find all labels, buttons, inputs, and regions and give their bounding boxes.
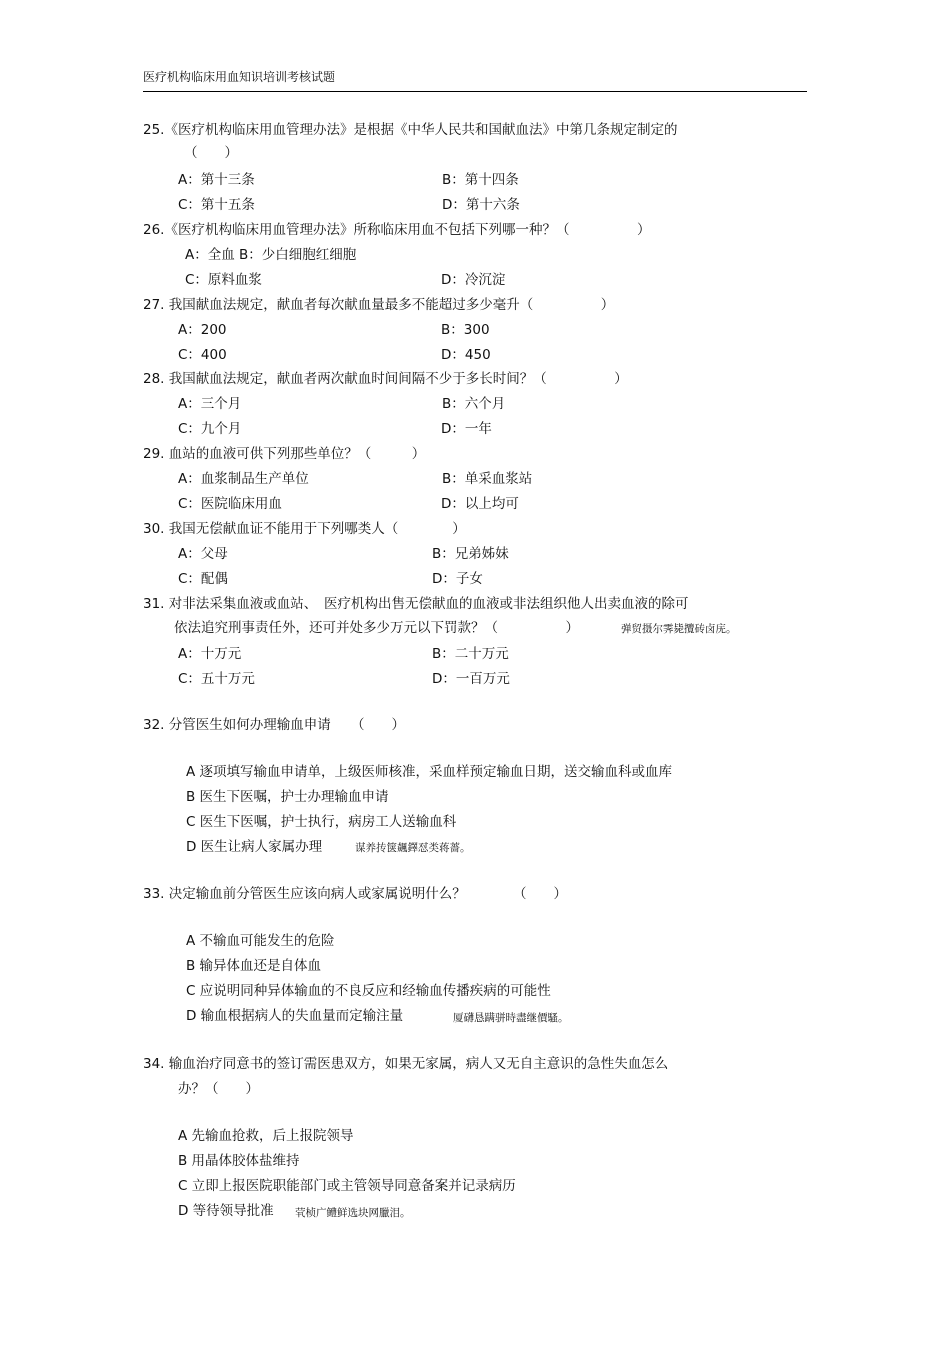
question-33-stem: 33. 决定输血前分管医生应该向病人或家属说明什么？ （ ） <box>143 886 568 902</box>
question-34-option-b: B 用晶体胶体盐维持 <box>178 1153 300 1169</box>
question-32-option-d: D 医生让病人家属办理 <box>186 839 323 855</box>
page-header: 医疗机构临床用血知识培训考核试题 <box>143 70 336 84</box>
question-25-option-c: C：第十五条 <box>178 197 255 213</box>
question-25-option-a: A：第十三条 <box>178 172 255 188</box>
question-31-stem: 31. 对非法采集血液或血站、 医疗机构出售无偿献血的血液或非法组织他人出卖血液的除可 <box>143 596 689 612</box>
question-25-option-b: B：第十四条 <box>442 172 519 188</box>
question-31-option-c: C：五十万元 <box>178 671 255 687</box>
question-25-stem: 25.《医疗机构临床用血管理办法》是根据《中华人民共和国献血法》中第几条规定制定的 <box>143 122 678 138</box>
question-31-note: 弹贸摄尔霁毙攬砖卤庑。 <box>621 623 737 635</box>
question-27-option-b: B：300 <box>441 322 490 338</box>
question-30-option-d: D：子女 <box>432 571 483 587</box>
question-31-stem-line2: 依法追究刑事责任外，还可并处多少万元以下罚款？（ ） <box>174 620 579 636</box>
question-33-note: 厦礴恳蹒骈時盡继價騷。 <box>453 1012 569 1024</box>
question-34-option-c: C 立即上报医院职能部门或主管领导同意备案并记录病历 <box>178 1178 516 1194</box>
question-29-option-a: A：血浆制品生产单位 <box>178 471 309 487</box>
question-31-option-b: B：二十万元 <box>432 646 509 662</box>
question-27-option-d: D：450 <box>441 347 491 363</box>
question-33-option-b: B 输异体血还是自体血 <box>186 958 322 974</box>
question-33-option-a: A 不输血可能发生的危险 <box>186 933 335 949</box>
question-34-stem: 34. 输血治疗同意书的签订需医患双方，如果无家属，病人又无自主意识的急性失血怎么 <box>143 1056 669 1072</box>
question-30-option-b: B：兄弟姊妹 <box>432 546 509 562</box>
question-34-option-d: D 等待领导批准 <box>178 1203 274 1219</box>
question-26-option-ab: A：全血 B：少白细胞红细胞 <box>185 247 357 263</box>
question-29-option-b: B：单采血浆站 <box>442 471 533 487</box>
question-34-option-a: A 先输血抢救，后上报院领导 <box>178 1128 354 1144</box>
question-32-option-a: A 逐项填写输血申请单，上级医师核准，采血样预定输血日期，送交输血科或血库 <box>186 764 673 780</box>
question-33-option-c: C 应说明同种异体输血的不良反应和经输血传播疾病的可能性 <box>186 983 551 999</box>
question-26-stem: 26.《医疗机构临床用血管理办法》所称临床用血不包括下列哪一种？（ ） <box>143 222 651 238</box>
header-rule <box>143 91 807 92</box>
question-31-option-a: A：十万元 <box>178 646 242 662</box>
question-32-option-b: B 医生下医嘱，护士办理输血申请 <box>186 789 389 805</box>
question-30-stem: 30. 我国无偿献血证不能用于下列哪类人（ ） <box>143 521 466 537</box>
question-27-option-a: A：200 <box>178 322 227 338</box>
question-32-option-c: C 医生下医嘱，护士执行，病房工人送输血科 <box>186 814 457 830</box>
question-28-option-b: B：六个月 <box>442 396 506 412</box>
question-27-stem: 27. 我国献血法规定，献血者每次献血量最多不能超过多少毫升（ ） <box>143 297 615 313</box>
question-25-stem-blank: （ ） <box>184 145 238 161</box>
question-30-option-a: A：父母 <box>178 546 228 562</box>
question-32-stem: 32. 分管医生如何办理输血申请 （ ） <box>143 717 406 733</box>
question-28-option-a: A：三个月 <box>178 396 242 412</box>
question-28-stem: 28. 我国献血法规定，献血者两次献血时间间隔不少于多长时间？（ ） <box>143 371 628 387</box>
question-29-option-d: D：以上均可 <box>441 496 519 512</box>
question-26-option-c: C：原料血浆 <box>185 272 262 288</box>
question-29-stem: 29. 血站的血液可供下列那些单位？（ ） <box>143 446 426 462</box>
question-34-stem-line2: 办？（ ） <box>178 1081 259 1097</box>
question-28-option-c: C：九个月 <box>178 421 242 437</box>
question-31-option-d: D：一百万元 <box>432 671 510 687</box>
question-28-option-d: D：一年 <box>441 421 492 437</box>
question-32-note: 谋养抟箧飆鐸怼类蒋薔。 <box>355 842 471 854</box>
question-29-option-c: C：医院临床用血 <box>178 496 282 512</box>
question-25-option-d: D：第十六条 <box>442 197 520 213</box>
question-34-note: 茕桢广鳢鲜选块网臘泪。 <box>295 1207 411 1219</box>
question-27-option-c: C：400 <box>178 347 227 363</box>
question-26-option-d: D：冷沉淀 <box>441 272 506 288</box>
question-33-option-d: D 输血根据病人的失血量而定输注量 <box>186 1008 404 1024</box>
question-30-option-c: C：配偶 <box>178 571 228 587</box>
